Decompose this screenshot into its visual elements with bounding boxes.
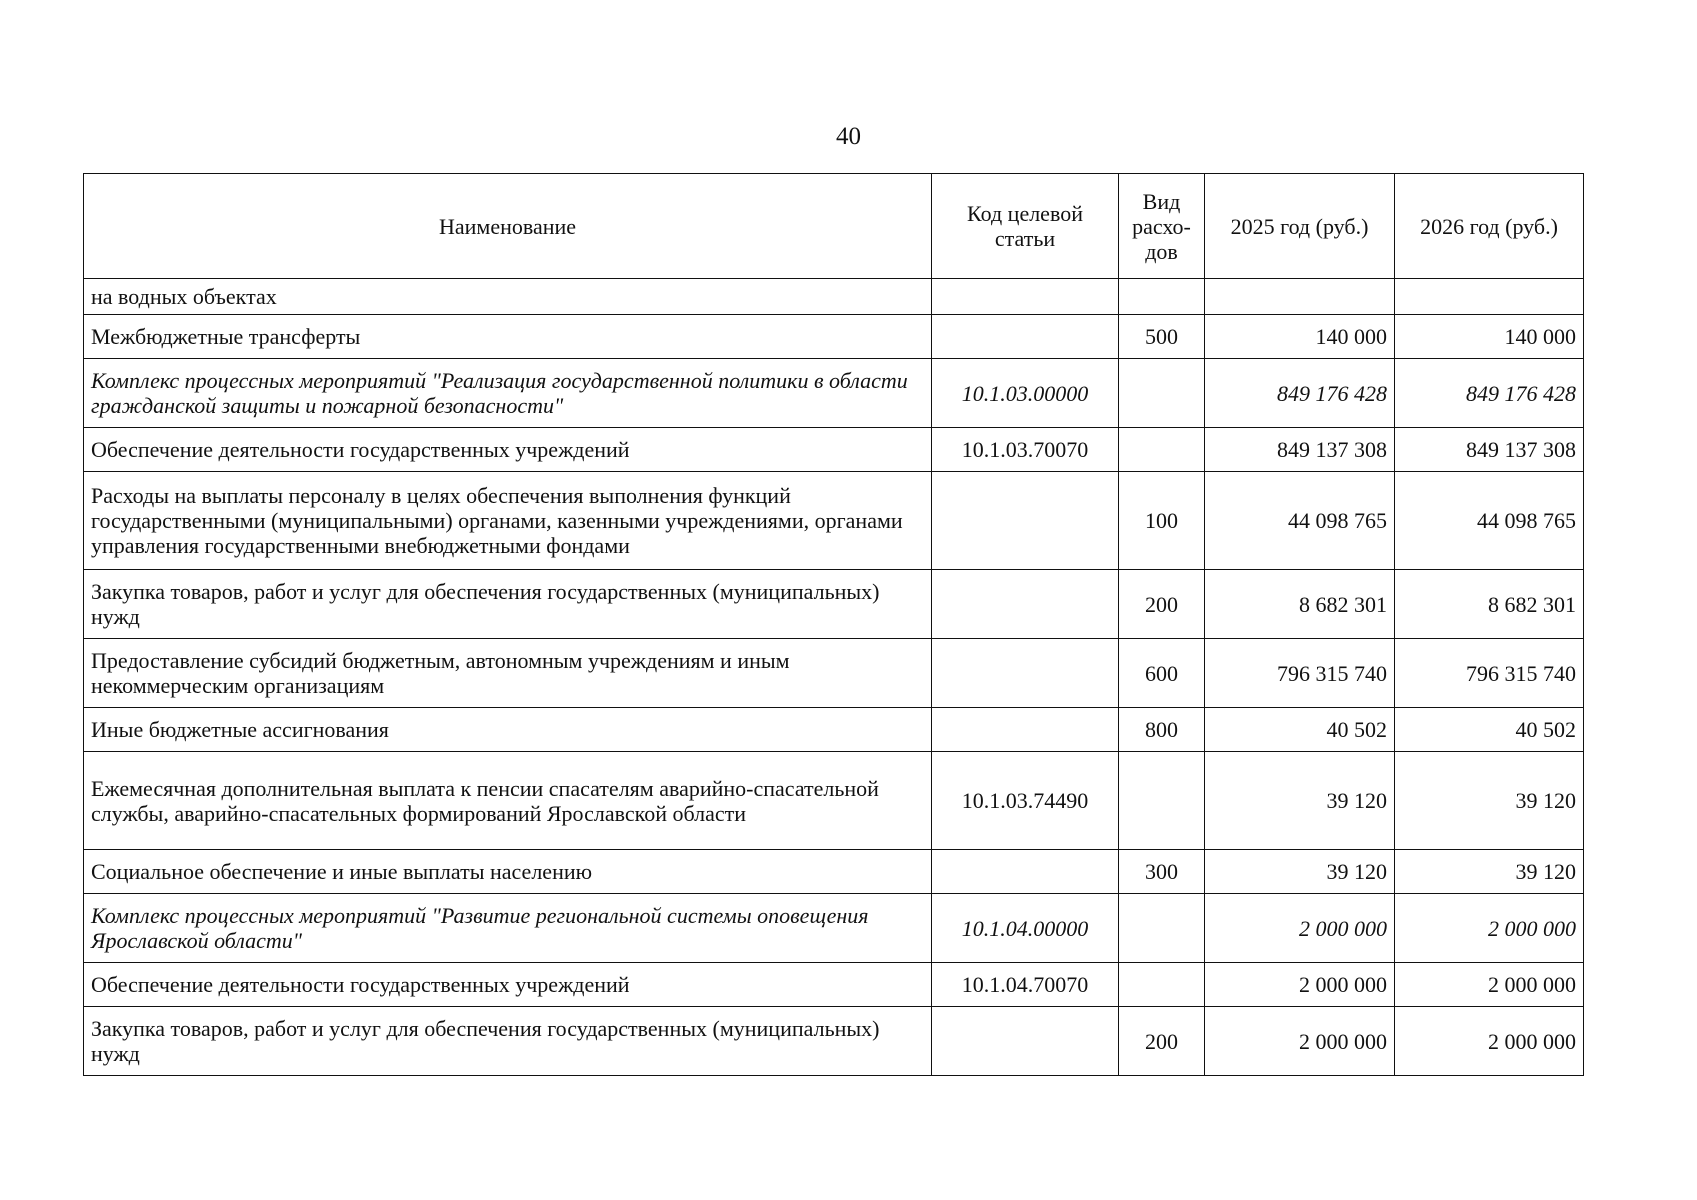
cell-2026: 849 176 428 bbox=[1395, 359, 1584, 428]
cell-type: 200 bbox=[1119, 570, 1205, 639]
cell-2026: 796 315 740 bbox=[1395, 639, 1584, 708]
cell-2025: 39 120 bbox=[1205, 850, 1395, 894]
cell-name: Закупка товаров, работ и услуг для обеспечения государственных (муниципальных) нужд bbox=[84, 1007, 932, 1076]
header-type: Вид расхо-дов bbox=[1119, 174, 1205, 279]
cell-2025: 2 000 000 bbox=[1205, 963, 1395, 1007]
cell-2026: 2 000 000 bbox=[1395, 1007, 1584, 1076]
cell-2025: 140 000 bbox=[1205, 315, 1395, 359]
cell-type bbox=[1119, 963, 1205, 1007]
cell-2025: 40 502 bbox=[1205, 708, 1395, 752]
table-row bbox=[84, 359, 1584, 428]
cell-type bbox=[1119, 894, 1205, 963]
cell-name: Закупка товаров, работ и услуг для обеспечения государственных (муниципальных) нужд bbox=[84, 570, 932, 639]
cell-code bbox=[932, 708, 1119, 752]
cell-code bbox=[932, 639, 1119, 708]
table-header-row bbox=[84, 174, 1584, 279]
cell-code: 10.1.03.70070 bbox=[932, 428, 1119, 472]
header-2025: 2025 год (руб.) bbox=[1205, 174, 1395, 279]
cell-name: на водных объектах bbox=[84, 279, 932, 315]
cell-2025: 2 000 000 bbox=[1205, 894, 1395, 963]
cell-2025 bbox=[1205, 279, 1395, 315]
cell-2026: 44 098 765 bbox=[1395, 472, 1584, 570]
cell-type: 200 bbox=[1119, 1007, 1205, 1076]
header-code: Код целевой статьи bbox=[932, 174, 1119, 279]
cell-2026: 8 682 301 bbox=[1395, 570, 1584, 639]
cell-2025: 44 098 765 bbox=[1205, 472, 1395, 570]
table-row bbox=[84, 1007, 1584, 1076]
cell-name: Межбюджетные трансферты bbox=[84, 315, 932, 359]
cell-name: Предоставление субсидий бюджетным, автономным учреждениям и иным некоммерческим организациям bbox=[84, 639, 932, 708]
table-row bbox=[84, 570, 1584, 639]
cell-code bbox=[932, 850, 1119, 894]
table-row bbox=[84, 428, 1584, 472]
cell-2026: 39 120 bbox=[1395, 850, 1584, 894]
table-row bbox=[84, 708, 1584, 752]
cell-name: Обеспечение деятельности государственных учреждений bbox=[84, 963, 932, 1007]
page-number: 40 bbox=[836, 123, 861, 150]
cell-type bbox=[1119, 428, 1205, 472]
cell-2026: 2 000 000 bbox=[1395, 894, 1584, 963]
table-row bbox=[84, 850, 1584, 894]
cell-type: 300 bbox=[1119, 850, 1205, 894]
cell-2026: 140 000 bbox=[1395, 315, 1584, 359]
cell-2026 bbox=[1395, 279, 1584, 315]
table-row bbox=[84, 279, 1584, 315]
cell-2026: 40 502 bbox=[1395, 708, 1584, 752]
cell-type bbox=[1119, 359, 1205, 428]
cell-name: Расходы на выплаты персоналу в целях обеспечения выполнения функций государственными (муниципальными) органами, казенными учреждениями, органами управления государственными внебюджетными фондами bbox=[84, 472, 932, 570]
cell-type: 500 bbox=[1119, 315, 1205, 359]
header-2026: 2026 год (руб.) bbox=[1395, 174, 1584, 279]
cell-type: 800 bbox=[1119, 708, 1205, 752]
cell-name: Комплекс процессных мероприятий "Развитие региональной системы оповещения Ярославской области" bbox=[84, 894, 932, 963]
table-row bbox=[84, 752, 1584, 850]
cell-2025: 849 176 428 bbox=[1205, 359, 1395, 428]
cell-2026: 2 000 000 bbox=[1395, 963, 1584, 1007]
budget-table bbox=[83, 173, 1584, 1076]
table-row bbox=[84, 639, 1584, 708]
cell-2026: 849 137 308 bbox=[1395, 428, 1584, 472]
cell-name: Обеспечение деятельности государственных учреждений bbox=[84, 428, 932, 472]
cell-code: 10.1.03.74490 bbox=[932, 752, 1119, 850]
cell-type: 100 bbox=[1119, 472, 1205, 570]
cell-2025: 849 137 308 bbox=[1205, 428, 1395, 472]
table-row bbox=[84, 315, 1584, 359]
header-name: Наименование bbox=[84, 174, 932, 279]
cell-name: Иные бюджетные ассигнования bbox=[84, 708, 932, 752]
table-row bbox=[84, 894, 1584, 963]
cell-type bbox=[1119, 752, 1205, 850]
cell-code bbox=[932, 1007, 1119, 1076]
cell-code bbox=[932, 279, 1119, 315]
cell-name: Комплекс процессных мероприятий "Реализация государственной политики в области гражданской защиты и пожарной безопасности" bbox=[84, 359, 932, 428]
cell-name: Социальное обеспечение и иные выплаты населению bbox=[84, 850, 932, 894]
cell-type bbox=[1119, 279, 1205, 315]
cell-code: 10.1.04.70070 bbox=[932, 963, 1119, 1007]
cell-2025: 8 682 301 bbox=[1205, 570, 1395, 639]
cell-type: 600 bbox=[1119, 639, 1205, 708]
table-row bbox=[84, 472, 1584, 570]
cell-code bbox=[932, 315, 1119, 359]
cell-code: 10.1.03.00000 bbox=[932, 359, 1119, 428]
cell-2026: 39 120 bbox=[1395, 752, 1584, 850]
cell-2025: 2 000 000 bbox=[1205, 1007, 1395, 1076]
cell-code bbox=[932, 472, 1119, 570]
cell-2025: 796 315 740 bbox=[1205, 639, 1395, 708]
cell-name: Ежемесячная дополнительная выплата к пенсии спасателям аварийно-спасательной службы, аварийно-спасательных формирований Ярославской области bbox=[84, 752, 932, 850]
cell-2025: 39 120 bbox=[1205, 752, 1395, 850]
cell-code: 10.1.04.00000 bbox=[932, 894, 1119, 963]
table-row bbox=[84, 963, 1584, 1007]
cell-code bbox=[932, 570, 1119, 639]
